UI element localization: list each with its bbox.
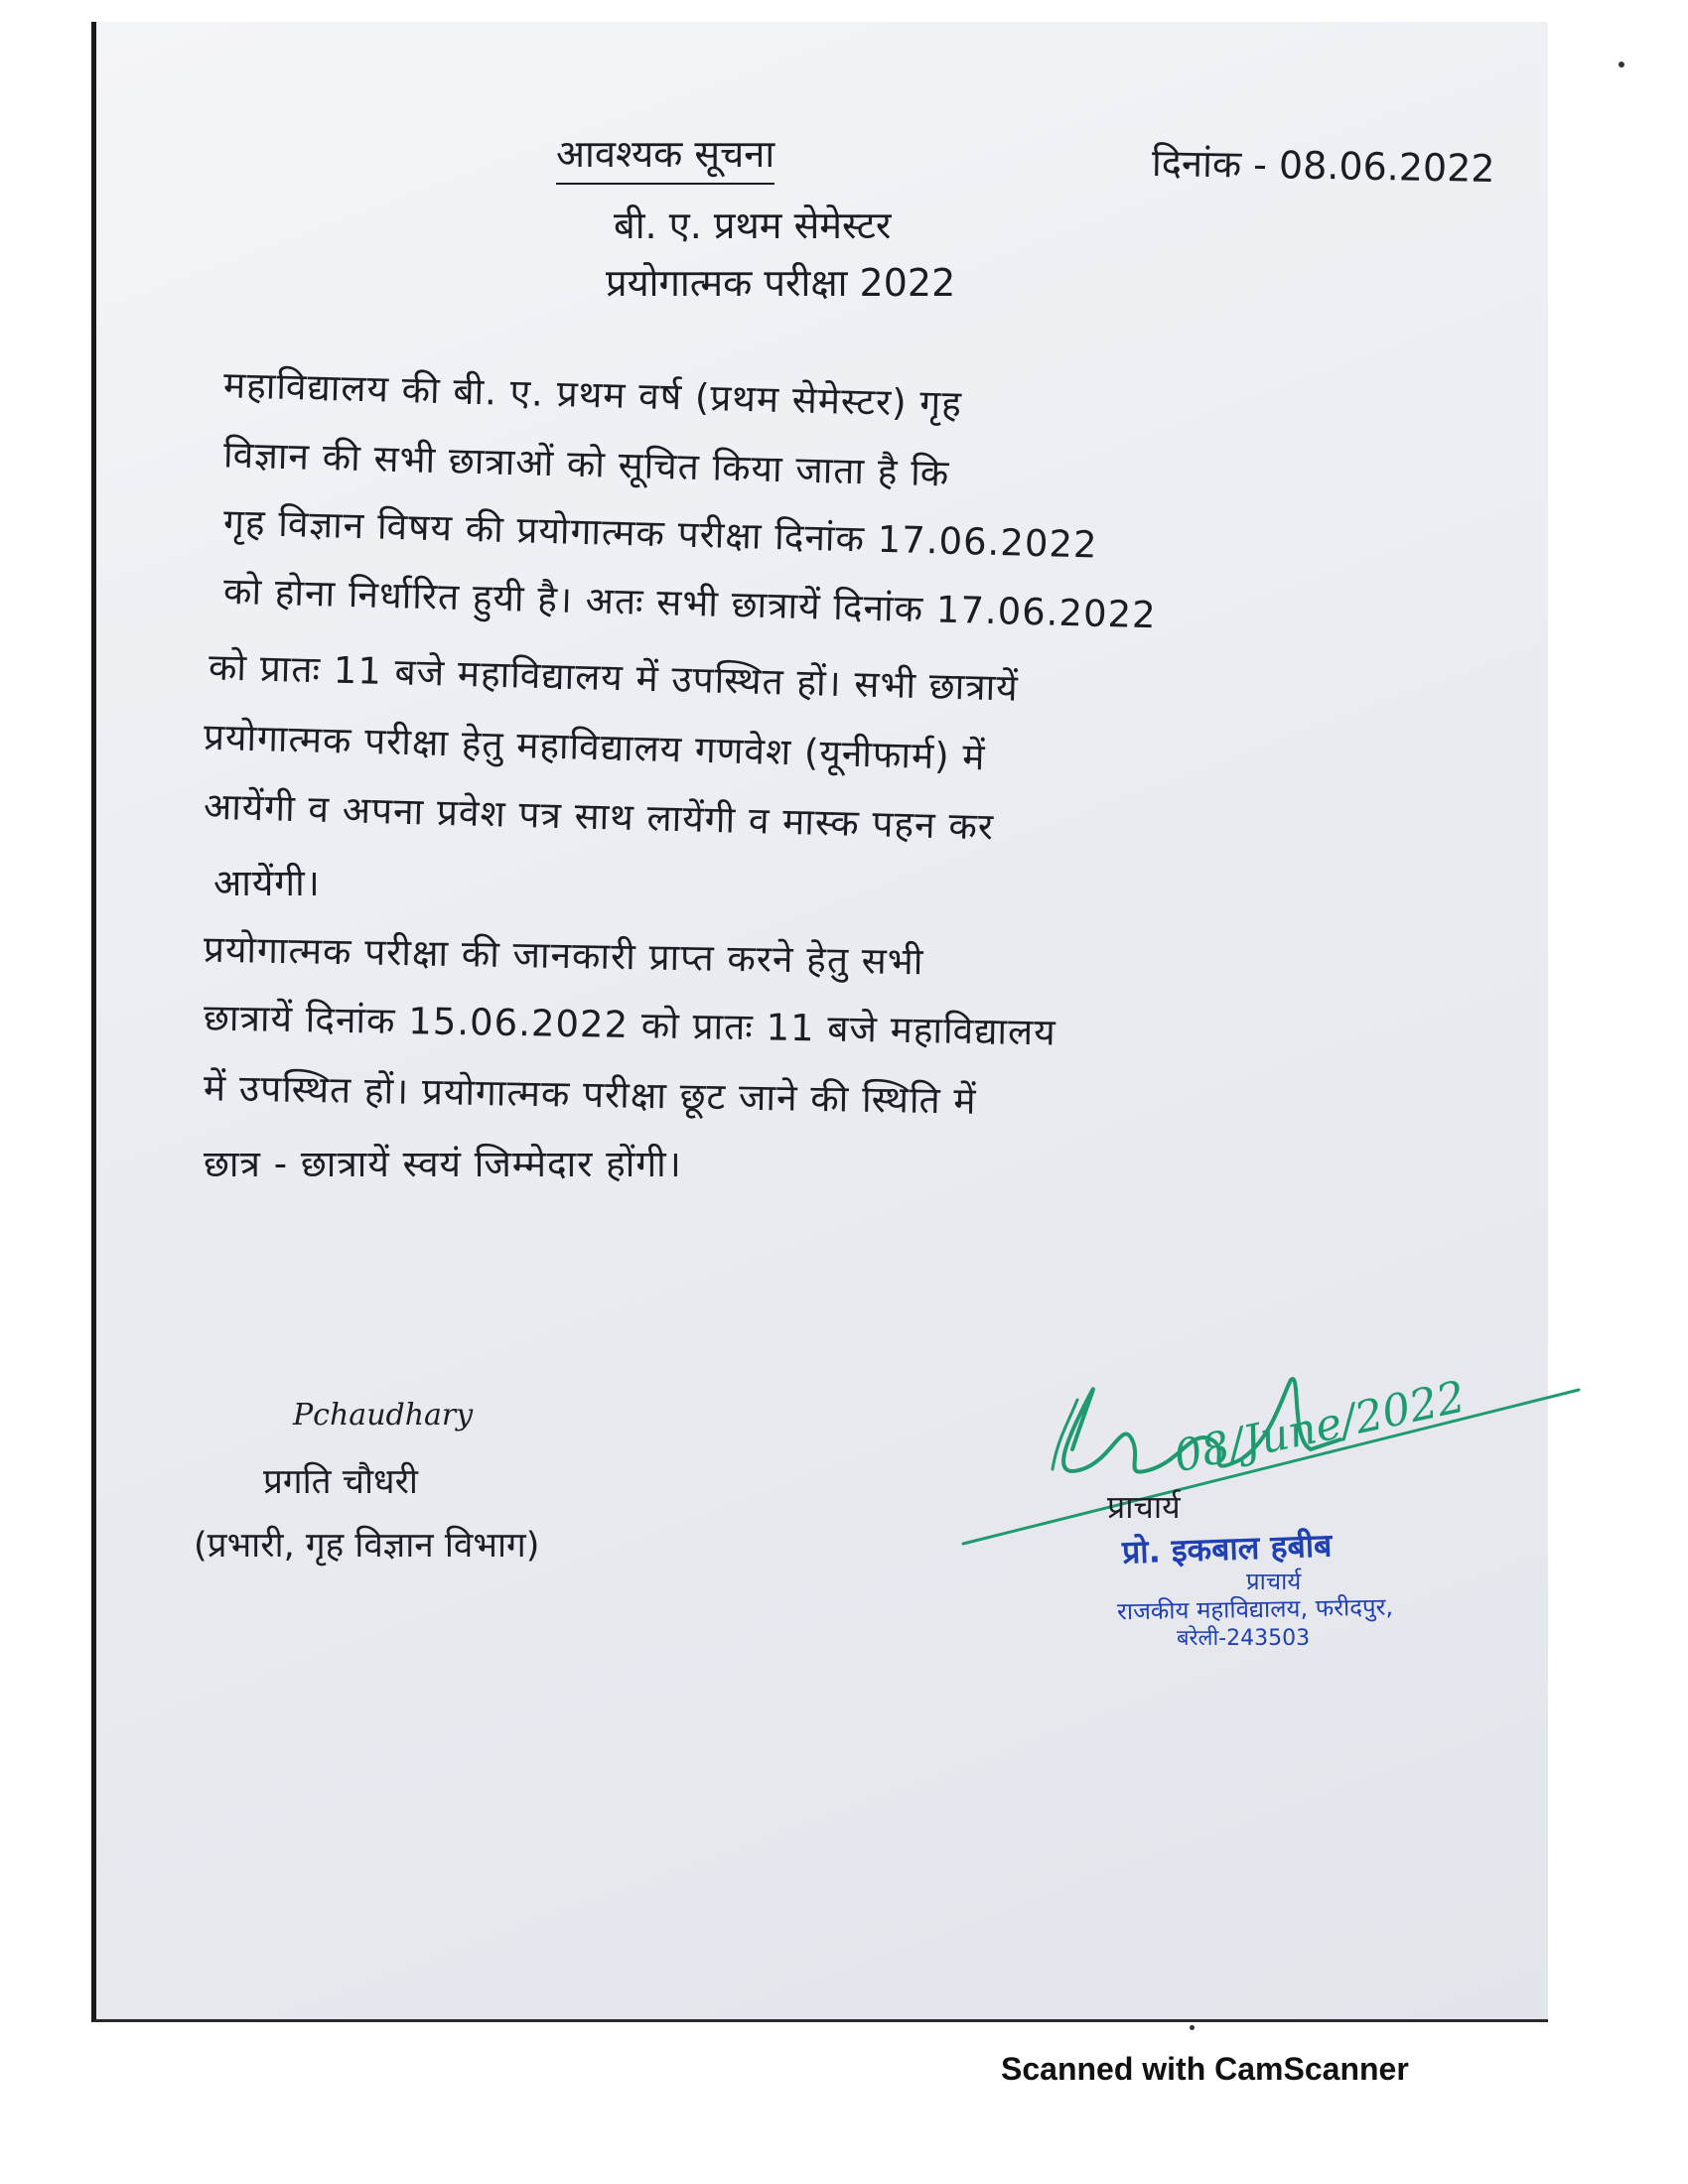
scan-speck [1190, 2025, 1195, 2030]
left-signature: Pchaudhary [293, 1398, 474, 1433]
paragraph2-line: प्रयोगात्मक परीक्षा की जानकारी प्राप्त करने हेतु सभी [203, 927, 924, 984]
paragraph2-line: छात्रायें दिनांक 15.06.2022 को प्रातः 11 बजे महाविद्यालय [203, 996, 1057, 1054]
stamp-name: प्रो. इकबाल हबीब [1121, 1526, 1333, 1571]
paragraph1-line: विज्ञान की सभी छात्राओं को सूचित किया जाता है कि [222, 433, 950, 495]
left-signatory-name: प्रगति चौधरी [263, 1462, 418, 1502]
scan-speck [1618, 62, 1624, 68]
paragraph1-line: को होना निर्धारित हुयी है। अतः सभी छात्रायें दिनांक 17.06.2022 [222, 569, 1158, 637]
paragraph1-line: आयेंगी। [213, 862, 321, 904]
paragraph2-line: छात्र - छात्रायें स्वयं जिम्मेदार होंगी। [204, 1143, 682, 1185]
stamp-title: प्राचार्य [1246, 1568, 1302, 1595]
left-signatory-designation: (प्रभारी, गृह विज्ञान विभाग) [194, 1526, 540, 1566]
paragraph1-line: आयेंगी व अपना प्रवेश पत्र साथ लायेंगी व मास्क पहन कर [203, 784, 995, 849]
scanner-watermark: Scanned with CamScanner [1001, 2051, 1409, 2087]
paragraph1-line: गृह विज्ञान विषय की प्रयोगात्मक परीक्षा दिनांक 17.06.2022 [222, 500, 1099, 567]
paragraph1-line: महाविद्यालय की बी. ए. प्रथम वर्ष (प्रथम सेमेस्टर) गृह [222, 363, 963, 426]
principal-title-handwritten: प्राचार्य [1107, 1488, 1181, 1526]
exam-line: प्रयोगात्मक परीक्षा 2022 [606, 261, 956, 305]
paragraph2-line: में उपस्थित हों। प्रयोगात्मक परीक्षा छूट जाने की स्थिति में [203, 1066, 977, 1123]
paragraph1-line: प्रयोगात्मक परीक्षा हेतु महाविद्यालय गणवेश (यूनीफार्म) में [203, 715, 987, 779]
notice-date: दिनांक - 08.06.2022 [1151, 140, 1495, 192]
stamp-college: राजकीय महाविद्यालय, फरीदपुर, [1116, 1592, 1394, 1626]
notice-heading: आवश्यक सूचना [556, 127, 774, 185]
course-line: बी. ए. प्रथम सेमेस्टर [614, 204, 892, 247]
principal-signature-date: 08/June/2022 [1169, 1371, 1471, 1483]
stamp-city: बरेली-243503 [1177, 1626, 1311, 1651]
paragraph1-line: को प्रातः 11 बजे महाविद्यालय में उपस्थित हों। सभी छात्रायें [208, 645, 1020, 710]
